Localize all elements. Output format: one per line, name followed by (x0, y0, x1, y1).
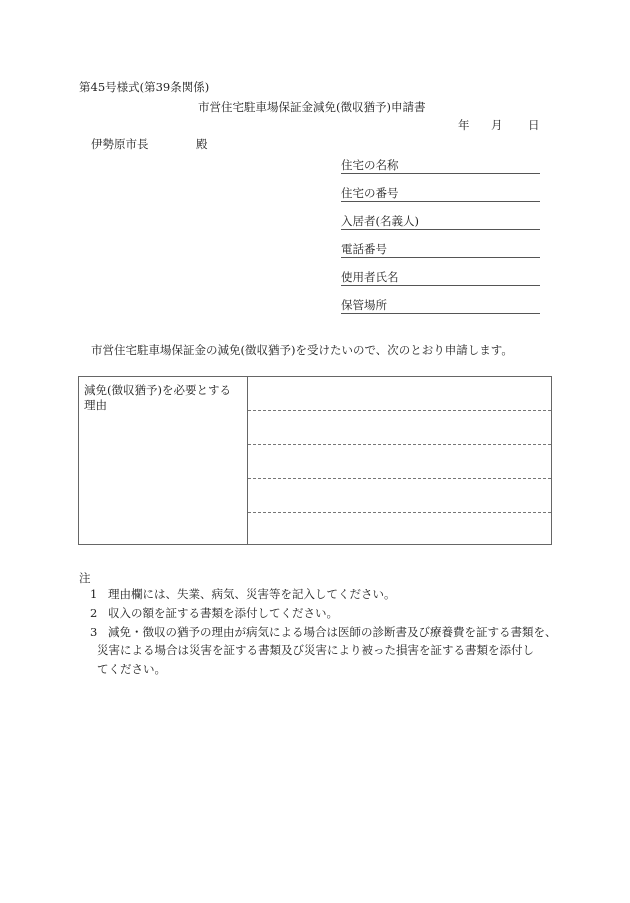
form-number: 第45号様式(第39条関係) (79, 80, 210, 94)
note-item (90, 625, 557, 639)
note-number: 2 (90, 606, 98, 620)
field-label: 住宅の名称 (341, 158, 399, 172)
field-housing-name[interactable] (341, 157, 540, 174)
note-continuation: 災害による場合は災害を証する書類及び災害により被った損害を証する書類を添付し (97, 643, 534, 657)
note-number: 1 (90, 587, 98, 601)
reason-line-5[interactable] (248, 513, 551, 544)
reason-line-3[interactable] (248, 445, 551, 479)
field-label: 保管場所 (341, 298, 387, 312)
note-item (90, 587, 396, 601)
note-text: 減免・徴収の猶予の理由が病気による場合は医師の診断書及び療養費を証する書類を、 (108, 625, 557, 639)
intro-text: 市営住宅駐車場保証金の減免(徴収猶予)を受けたいので、次のとおり申請します。 (91, 343, 513, 357)
field-phone-number[interactable] (341, 241, 540, 258)
field-label: 入居者(名義人) (341, 214, 419, 228)
field-user-name[interactable] (341, 269, 540, 286)
addressee: 伊勢原市長 (91, 137, 149, 151)
reason-label: 減免(徴収猶予)を必要とする理由 (79, 377, 248, 544)
note-continuation: てください。 (97, 662, 166, 676)
notes-heading: 注 (79, 571, 91, 585)
note-item (90, 606, 338, 620)
field-tenant-name[interactable] (341, 213, 540, 230)
reason-table (78, 376, 552, 545)
reason-line-2[interactable] (248, 411, 551, 445)
date-year-label: 年 (458, 118, 470, 132)
note-text: 理由欄には、失業、病気、災害等を記入してください。 (108, 587, 396, 601)
note-text: 収入の額を証する書類を添付してください。 (108, 606, 338, 620)
reason-input-area[interactable] (248, 377, 551, 544)
honorific: 殿 (196, 137, 208, 151)
document-title: 市営住宅駐車場保証金減免(徴収猶予)申請書 (198, 100, 426, 114)
note-number: 3 (90, 625, 98, 639)
reason-line-4[interactable] (248, 479, 551, 513)
field-label: 電話番号 (341, 242, 387, 256)
reason-line-1[interactable] (248, 377, 551, 411)
field-label: 使用者氏名 (341, 270, 399, 284)
field-storage-location[interactable] (341, 297, 540, 314)
date-day-label: 日 (528, 118, 540, 132)
field-housing-number[interactable] (341, 185, 540, 202)
date-month-label: 月 (491, 118, 503, 132)
field-label: 住宅の番号 (341, 186, 399, 200)
